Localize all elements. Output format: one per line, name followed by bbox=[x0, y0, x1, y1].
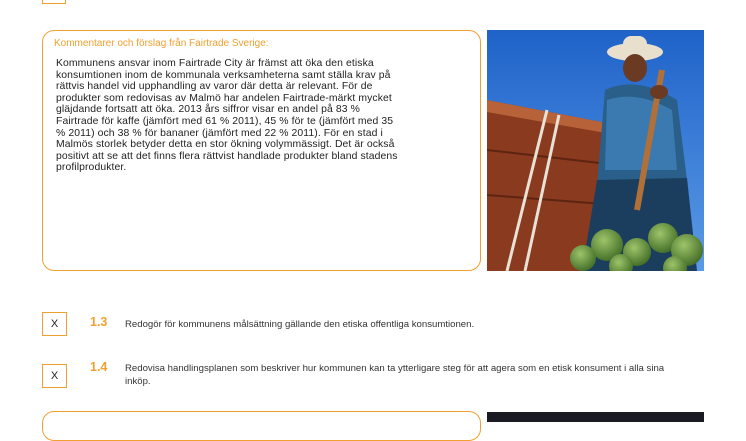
checkbox-item-1-3[interactable]: X bbox=[42, 312, 67, 336]
comment-body: Kommunens ansvar inom Fairtrade City är främst att öka den etiska konsumtionen inom de kommunala verksamheterna samt ställa krav på rättvis handel vid upphandling av varor där detta är relevant. För de produkter som redovisas av Malmö har andelen Fairtrade-märkt mycket gläjdande fortsatt att öka. 2013 års siffror visar en andel på 83 % Fairtrade för kaffe (jämfört med 61 % 2011), 45 % för te (jämfört med 35 % 2011) och 38 % för bananer (jämfört med 22 % 2011). För en stad i Malmös storlek betyder detta en stor ökning volymmässigt. Det är också positivt att se att det finns flera rättvist handlade produkter bland stadens profilprodukter. bbox=[56, 58, 398, 174]
item-number-1-4: 1.4 bbox=[90, 360, 108, 374]
item-text-1-4: Redovisa handlingsplanen som beskriver hur kommunen kan ta ytterligare steg för att agera som en etisk konsument i alla sina inköp. bbox=[125, 363, 665, 387]
item-text-1-3: Redogör för kommunens målsättning gällande den etiska offentliga konsumtionen. bbox=[125, 319, 475, 330]
comment-title: Kommentarer och förslag från Fairtrade Sverige: bbox=[54, 38, 269, 49]
next-comment-box bbox=[42, 411, 481, 441]
farmer-photo bbox=[487, 30, 704, 271]
farmer-photo-illustration bbox=[487, 30, 704, 271]
checkbox-top[interactable] bbox=[42, 0, 66, 4]
next-photo bbox=[487, 412, 704, 422]
checkbox-item-1-4[interactable]: X bbox=[42, 364, 67, 388]
comment-box bbox=[42, 30, 481, 271]
item-number-1-3: 1.3 bbox=[90, 315, 108, 329]
